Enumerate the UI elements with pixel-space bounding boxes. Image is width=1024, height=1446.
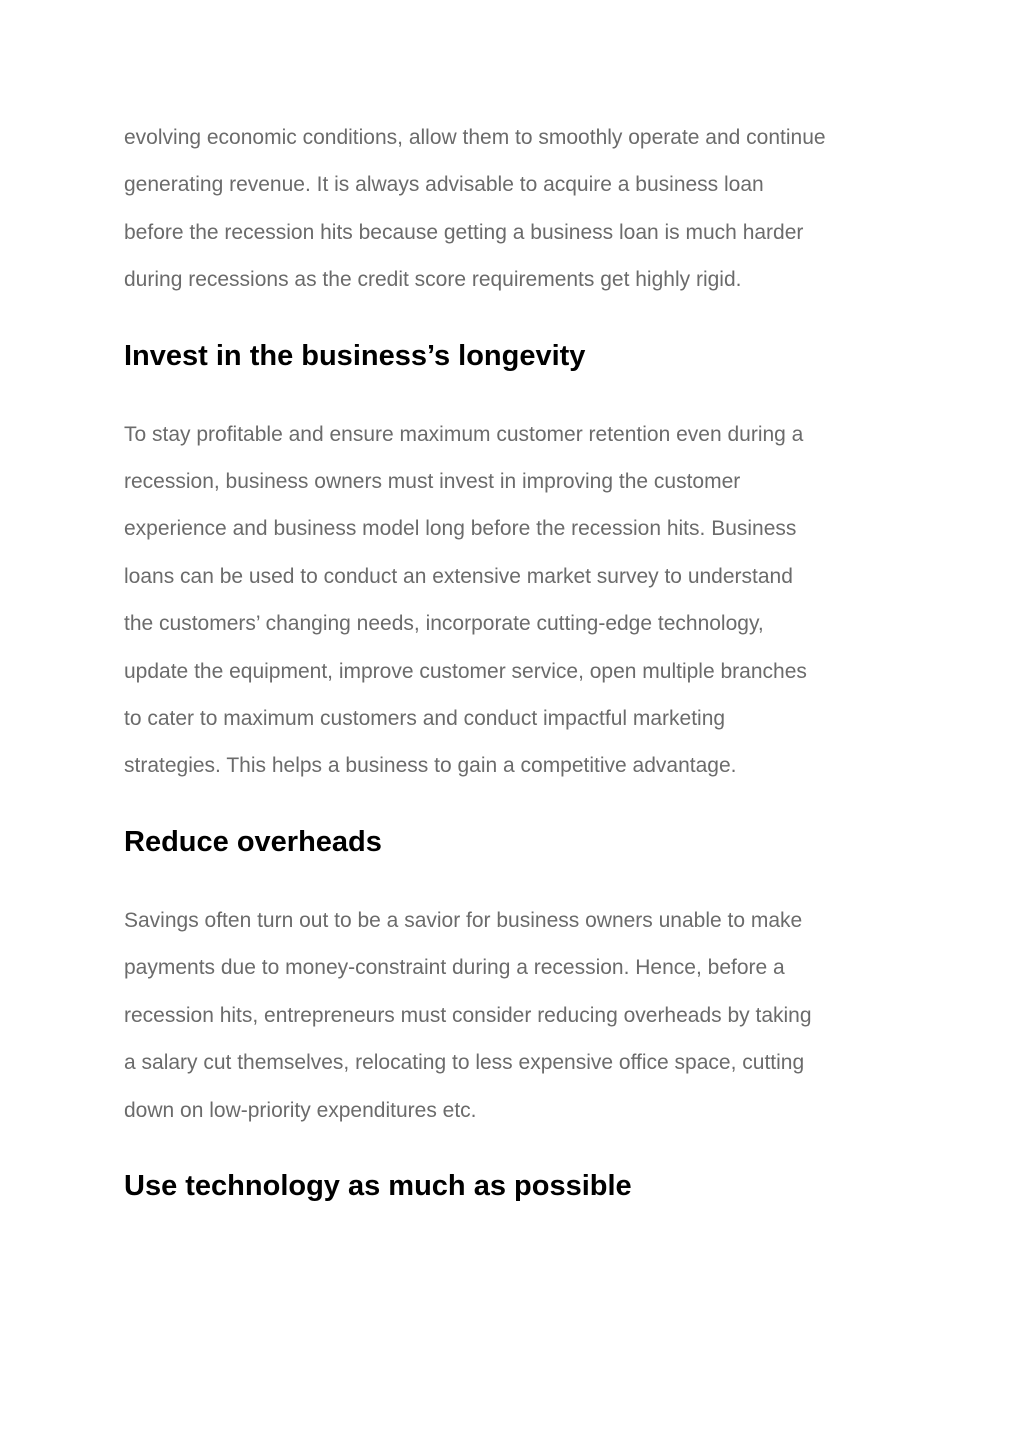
section-heading-longevity: Invest in the business’s longevity: [124, 339, 586, 372]
document-page: [124, 114, 914, 1205]
section-paragraph-longevity: To stay profitable and ensure maximum customer retention even during a recession, business owners must invest in improving the customer experience and business model long before the recession hits. Business loans can be used to conduct an extensive market survey to understand the customers’ changing needs, incorporate cutting-edge technology, update the equipment, improve customer service, open multiple branches to cater to maximum customers and conduct impactful marketing strategies. This helps a business to gain a competitive advantage.: [124, 422, 807, 778]
section-heading-overheads: Reduce overheads: [124, 825, 382, 858]
section-heading-technology: Use technology as much as possible: [124, 1169, 632, 1202]
intro-paragraph: evolving economic conditions, allow them to smoothly operate and continue generating revenue. It is always advisable to acquire a business loan before the recession hits because getting a business loan is much harder during recessions as the credit score requirements get highly rigid.: [124, 126, 826, 292]
section-paragraph-overheads: Savings often turn out to be a savior for business owners unable to make payments due to money-constraint during a recession. Hence, before a recession hits, entrepreneurs must consider reducing overheads by taking a salary cut themselves, relocating to less expensive office space, cutting down on low-priority expenditures etc.: [124, 908, 812, 1122]
